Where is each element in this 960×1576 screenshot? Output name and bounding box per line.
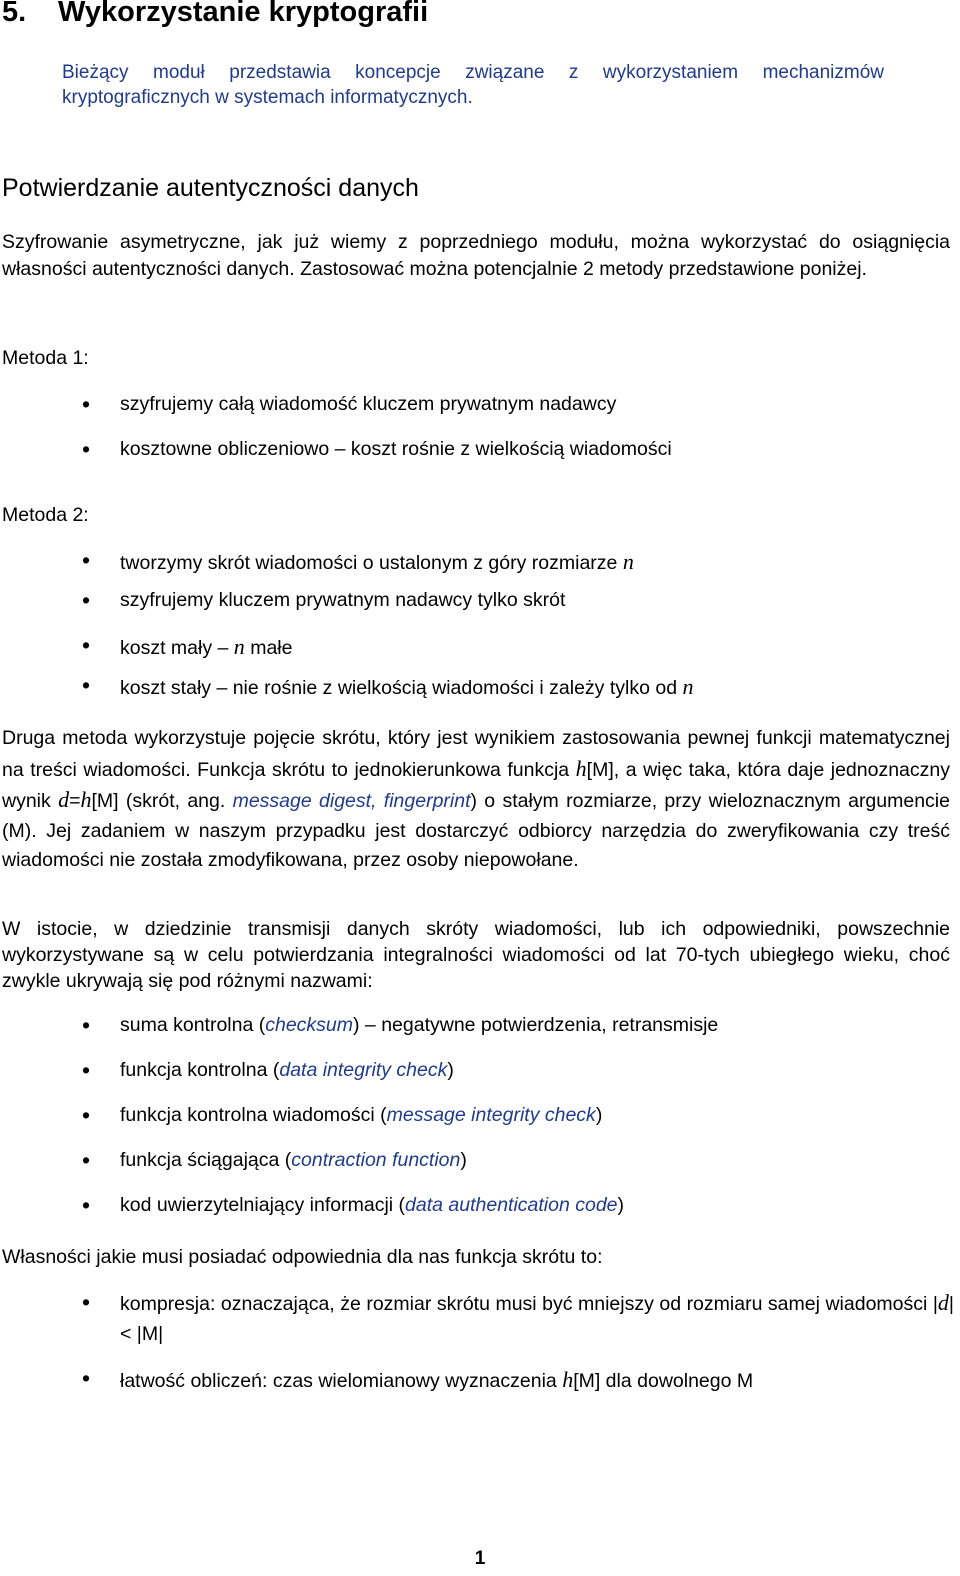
bullet-icon: •	[82, 436, 91, 462]
bullet-icon: •	[82, 1012, 91, 1038]
method1-item: szyfrujemy całą wiadomość kluczem prywatnym nadawcy	[120, 393, 617, 415]
bullet-icon: •	[82, 1289, 91, 1315]
bullet-icon: •	[82, 632, 91, 658]
bullet-icon: •	[82, 547, 91, 573]
method2-label: Metoda 2:	[2, 504, 89, 526]
name-item: funkcja kontrolna wiadomości (message integrity check)	[120, 1104, 603, 1126]
method1-item: kosztowne obliczeniowo – koszt rośnie z wielkością wiadomości	[120, 438, 672, 460]
method2-item: tworzymy skrót wiadomości o ustalonym z góry rozmiarze n	[120, 549, 634, 574]
chapter-title: Wykorzystanie kryptografii	[58, 0, 429, 28]
properties-intro: Własności jakie musi posiadać odpowiednia dla nas funkcja skrótu to:	[2, 1246, 603, 1268]
name-item: funkcja kontrolna (data integrity check)	[120, 1059, 454, 1081]
bullet-icon: •	[82, 1192, 91, 1218]
bullet-icon: •	[82, 1102, 91, 1128]
name-item: funkcja ściągająca (contraction function)	[120, 1149, 467, 1171]
method2-item: koszt mały – n małe	[120, 634, 293, 659]
hash-paragraph: Druga metoda wykorzystuje pojęcie skrótu, który jest wynikiem zastosowania pewnej funkcji matematycznej na treści wiadomości. Funkcja skrótu to jednokierunkowa funkcja h[M], a więc taka, która daje jednoznaczny wynik d=h[M] (skrót, ang. message digest, fingerprint) o stałym rozmiarze, przy wieloznacznym argumencie (M). Jej zadaniem w naszym przypadku jest dostarczyć odbiorcy narzędzia do zweryfikowania czy treść wiadomości nie została zmodyfikowana, przez osoby niepowołane.	[2, 727, 950, 871]
section-title: Potwierdzanie autentyczności danych	[2, 174, 419, 202]
name-item: kod uwierzytelniający informacji (data authentication code)	[120, 1194, 625, 1216]
method1-label: Metoda 1:	[2, 347, 89, 369]
property-item: łatwość obliczeń: czas wielomianowy wyznaczenia h[M] dla dowolnego M	[120, 1367, 754, 1392]
bullet-icon: •	[82, 1147, 91, 1173]
property-item: kompresja: oznaczająca, że rozmiar skrótu musi być mniejszy od rozmiaru samej wiadomości |d| < |M|	[120, 1290, 954, 1345]
method2-item: koszt stały – nie rośnie z wielkością wiadomości i zależy tylko od n	[120, 674, 694, 699]
bullet-icon: •	[82, 672, 91, 698]
section-paragraph: Szyfrowanie asymetryczne, jak już wiemy z poprzedniego modułu, można wykorzystać do osiągnięcia własności autentyczności danych. Zastosować można potencjalnie 2 metody przedstawione poniżej.	[2, 231, 950, 280]
bullet-icon: •	[82, 1057, 91, 1083]
name-item: suma kontrolna (checksum) – negatywne potwierdzenia, retransmisje	[120, 1014, 719, 1036]
history-paragraph: W istocie, w dziedzinie transmisji danych skróty wiadomości, lub ich odpowiedniki, powszechnie wykorzystywane są w celu potwierdzania integralności wiadomości od lat 70-tych ubiegłego wieku, choć zwykle ukrywają się pod różnymi nazwami:	[2, 918, 950, 992]
chapter-heading	[2, 0, 428, 29]
bullet-icon: •	[82, 587, 91, 613]
chapter-number: 5.	[2, 0, 27, 28]
page-number: 1	[474, 1548, 486, 1569]
method2-item: szyfrujemy kluczem prywatnym nadawcy tylko skrót	[120, 589, 566, 611]
intro-text: Bieżący moduł przedstawia koncepcje związane z wykorzystaniem mechanizmów kryptograficznych w systemach informatycznych.	[62, 62, 884, 108]
bullet-icon: •	[82, 391, 91, 417]
bullet-icon: •	[82, 1365, 91, 1391]
